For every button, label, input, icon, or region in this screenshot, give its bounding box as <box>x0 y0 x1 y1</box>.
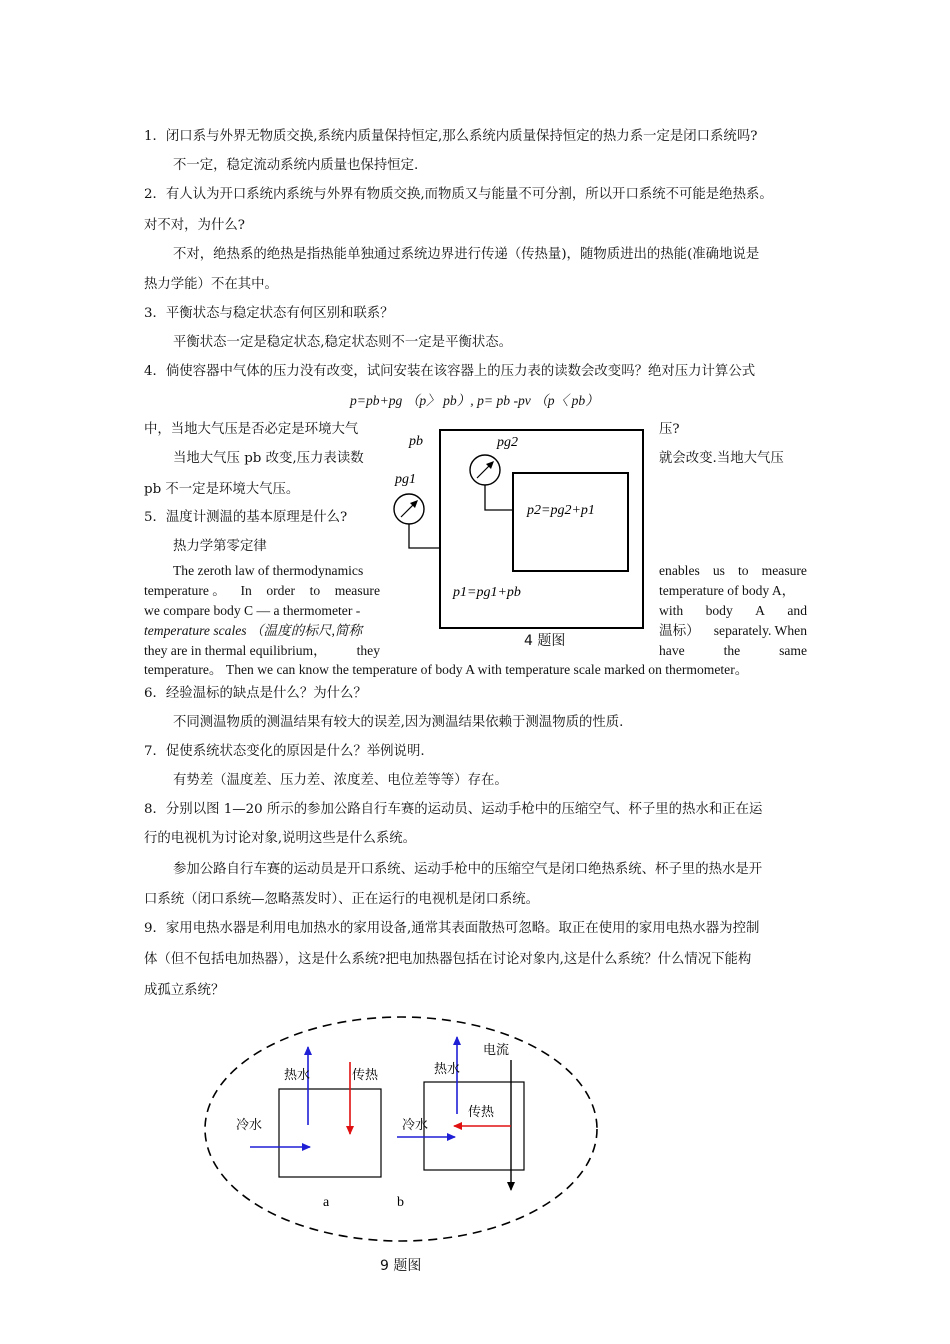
fig4-label-p1: p1=pg1+pb <box>453 585 521 600</box>
fig9-label-heat-b: 传热 <box>468 1104 495 1119</box>
q5-right-row: have the same <box>659 643 807 658</box>
q6-answer: 不同测温物质的测温结果有较大的误差,因为测温结果依赖于测温物质的性质. <box>173 715 624 730</box>
q5-right-row: enables us to measure <box>659 563 807 578</box>
fig4-label-pb: pb <box>409 434 423 449</box>
q7-question: 7．促使系统状态变化的原因是什么？举例说明. <box>144 744 425 759</box>
q5-left-row: temperature scales （温度的标尺,简称 <box>144 623 363 638</box>
q8-question-line1: 8．分别以图 1—20 所示的参加公路自行车赛的运动员、运动手枪中的压缩空气、杯子里的热水和正在运 <box>144 802 763 817</box>
q4-answer-line2: pb 不一定是环境大气压。 <box>144 482 300 497</box>
fig4-label-pg2: pg2 <box>497 435 518 450</box>
q6-question: 6．经验温标的缺点是什么？为什么？ <box>144 686 367 701</box>
q9-question-line3: 成孤立系统？ <box>144 983 225 998</box>
q2-question-line1: 2．有人认为开口系统内系统与外界有物质交换,而物质又与能量不可分割，所以开口系统不可能是绝热系。 <box>144 187 773 202</box>
q7-answer: 有势差（温度差、压力差、浓度差、电位差等等）存在。 <box>173 773 508 788</box>
q1-answer: 不一定，稳定流动系统内质量也保持恒定. <box>173 158 419 173</box>
q2-answer-line2: 热力学能）不在其中。 <box>144 277 278 292</box>
q8-answer-line1: 参加公路自行车赛的运动员是开口系统、运动手枪中的压缩空气是闭口绝热系统、杯子里的热水是开 <box>173 862 763 877</box>
q2-question-line2: 对不对，为什么? <box>144 218 245 233</box>
q5-right-column <box>659 561 807 661</box>
fig4-inner-vessel <box>513 473 628 571</box>
q5-left-row: temperature 。 In order to measure <box>144 583 380 598</box>
q5-left-row: they are in thermal equilibrium， they <box>144 643 380 658</box>
fig9-label-hot-water-a: 热水 <box>284 1067 311 1082</box>
q5-right-row: with body A and <box>659 603 807 618</box>
fig9-label-b: b <box>397 1195 404 1210</box>
fig9-heater-a <box>279 1089 381 1177</box>
q8-answer-line2: 口系统（闭口系统—忽略蒸发时）、正在运行的电视机是闭口系统。 <box>144 892 540 907</box>
fig4-label-pg1: pg1 <box>395 472 416 487</box>
fig9-caption: 9 题图 <box>380 1258 422 1274</box>
q4-answer-line1-left: 当地大气压 pb 改变,压力表读数 <box>173 451 364 466</box>
q2-answer-line1: 不对，绝热系的绝热是指热能单独通过系统边界进行传递（传热量)，随物质进出的热能(准确地说是 <box>173 247 760 262</box>
q4-answer-line1-right: 就会改变.当地大气压 <box>659 451 784 466</box>
q5-right-row: 温标） separately. When <box>659 623 807 638</box>
q5-left-column <box>144 561 380 661</box>
fig9-label-a: a <box>323 1195 330 1210</box>
fig9-label-hot-water-b: 热水 <box>434 1061 461 1076</box>
q9-question-line1: 9．家用电热水器是利用电加热水的家用设备,通常其表面散热可忽略。取正在使用的家用电热水器为控制 <box>144 921 760 936</box>
q5-right-row: temperature of body A， <box>659 583 796 598</box>
q5-left-row: The zeroth law of thermodynamics <box>173 563 364 578</box>
q5-question: 5．温度计测温的基本原理是什么? <box>144 510 348 525</box>
q4-formula: p=pb+pg （p〉 pb）, p= pb -pv （p〈 pb） <box>350 393 599 408</box>
q5-answer-cn: 热力学第零定律 <box>173 539 267 554</box>
q4-question-line2-left: 中，当地大气压是否必定是环境大气 <box>144 422 359 437</box>
fig9-water-heater-diagram <box>200 1010 610 1250</box>
fig4-pressure-diagram <box>385 418 655 658</box>
fig9-label-cold-water-b: 冷水 <box>402 1117 429 1132</box>
q5-last-line: temperature。 Then we can know the temperature of body A with temperature scale marked on thermometer。 <box>144 662 749 677</box>
fig9-label-cold-water-a: 冷水 <box>236 1117 263 1132</box>
fig9-label-current-b: 电流 <box>483 1042 510 1057</box>
q5-left-row: we compare body C — a thermometer - <box>144 603 361 618</box>
q3-question: 3．平衡状态与稳定状态有何区别和联系？ <box>144 306 394 321</box>
fig9-label-heat-a: 传热 <box>352 1067 379 1082</box>
q4-question-line1: 4．倘使容器中气体的压力没有改变，试问安装在该容器上的压力表的读数会改变吗？绝对压力计算公式 <box>144 364 756 379</box>
q1-question: 1．闭口系与外界无物质交换,系统内质量保持恒定,那么系统内质量保持恒定的热力系一定是闭口系统吗? <box>144 129 758 144</box>
q4-question-line2-right: 压? <box>659 422 680 437</box>
q8-question-line2: 行的电视机为讨论对象,说明这些是什么系统。 <box>144 831 417 846</box>
fig4-caption: 4 题图 <box>524 633 566 649</box>
q3-answer: 平衡状态一定是稳定状态,稳定状态则不一定是平衡状态。 <box>173 335 513 350</box>
q9-question-line2: 体（但不包括电加热器），这是什么系统?把电加热器包括在讨论对象内,这是什么系统？什么情况下能构 <box>144 952 752 967</box>
fig4-label-p2: p2=pg2+p1 <box>527 503 595 518</box>
